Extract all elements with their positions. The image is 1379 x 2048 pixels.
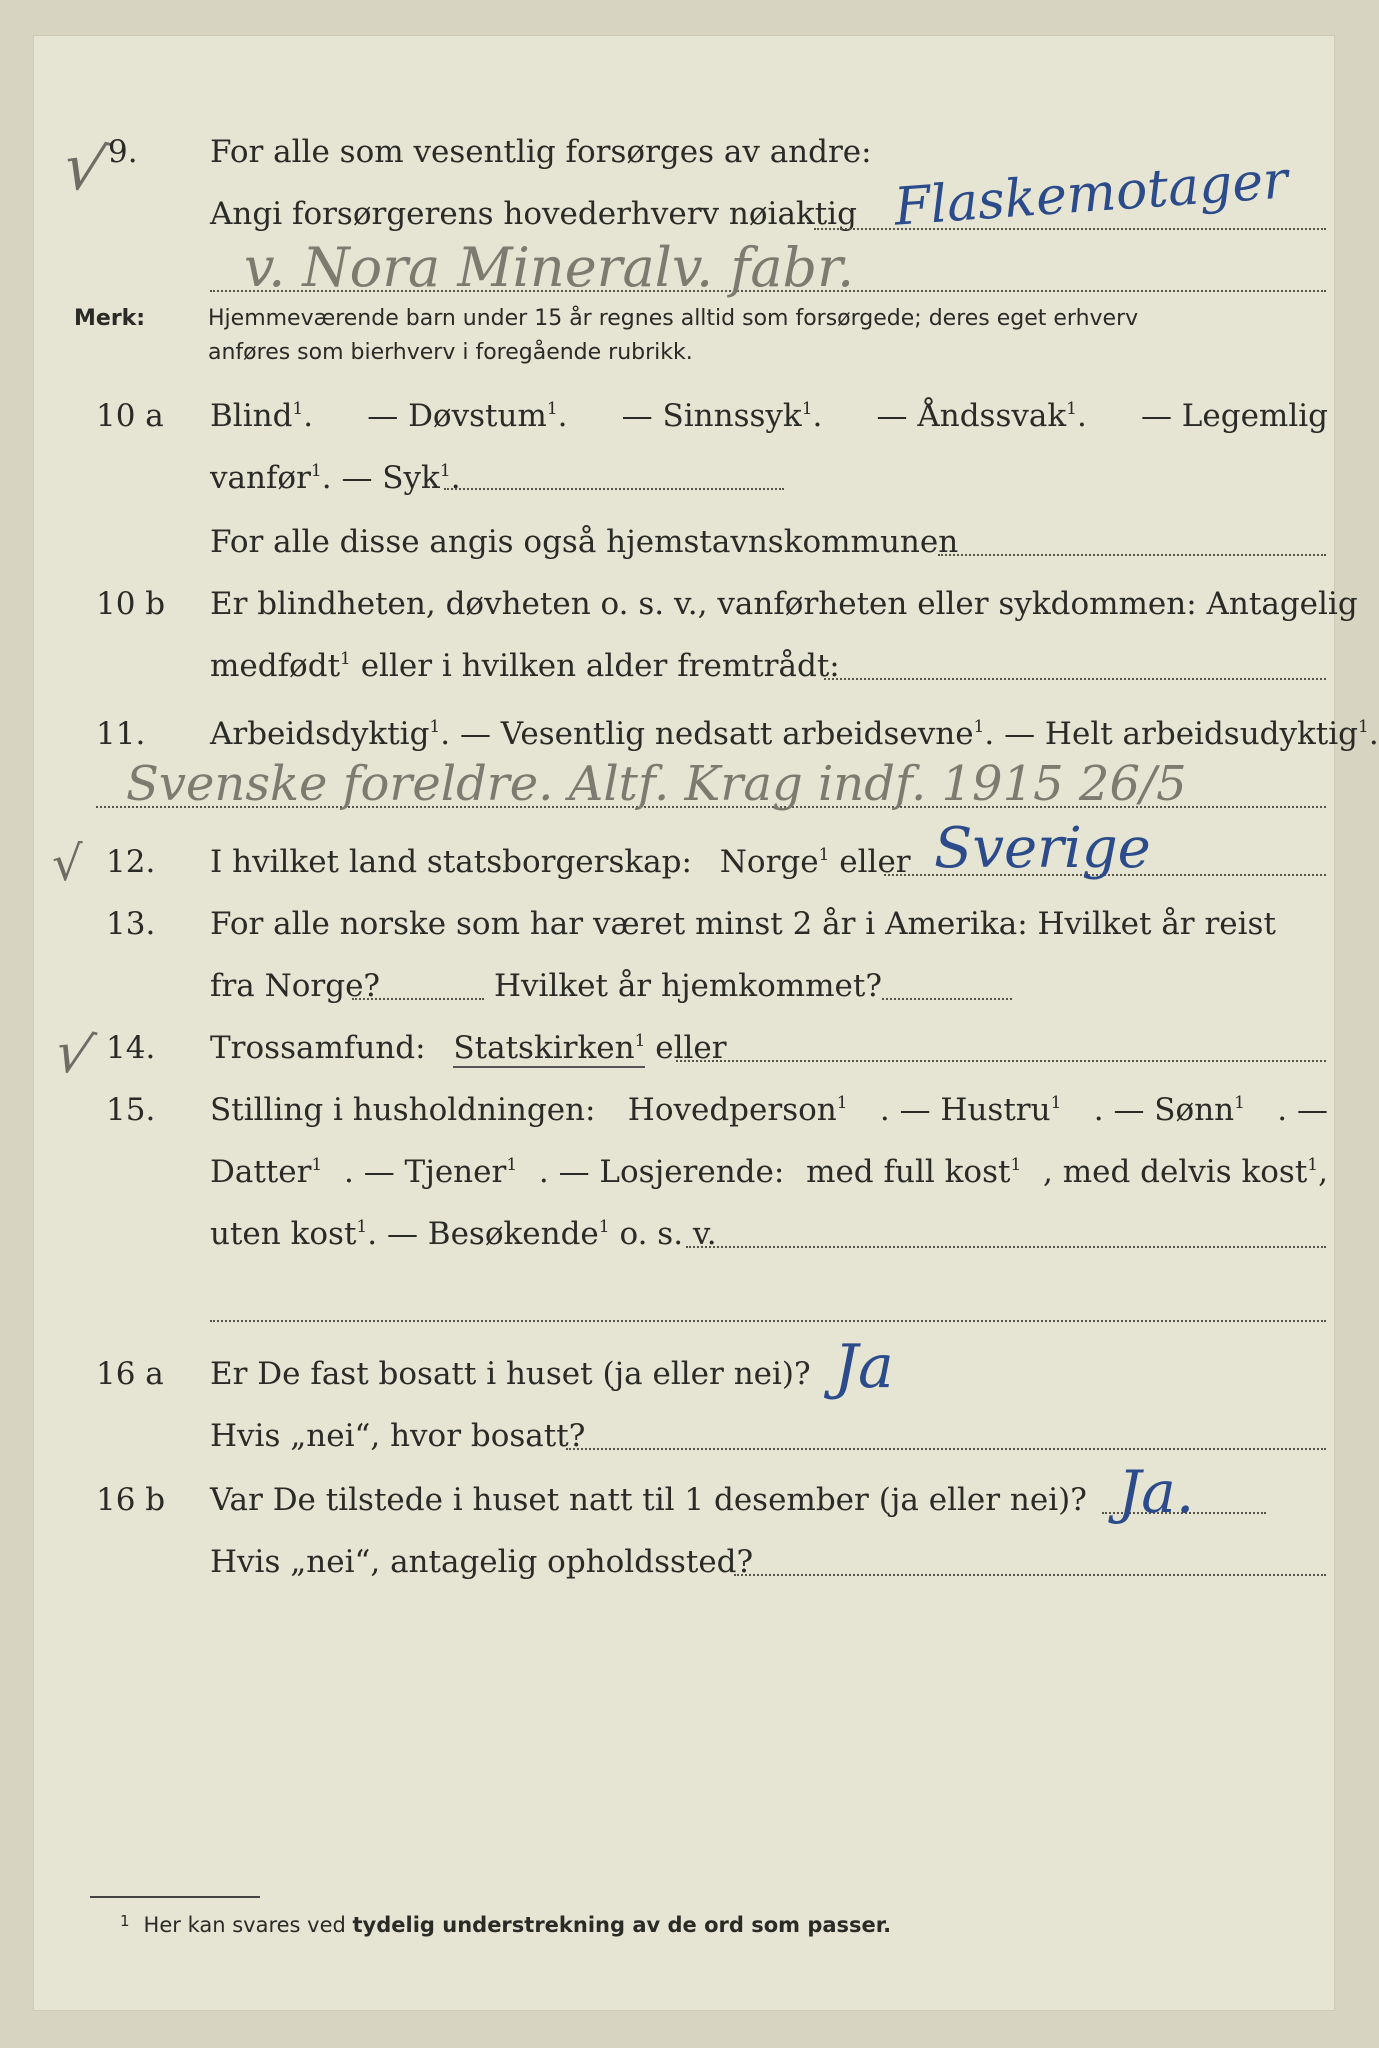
- option-arbeidsdyktig[interactable]: Arbeidsdyktig$^1$: [210, 716, 441, 752]
- q16b-question-2: Hvis „nei“, antagelig opholdssted?: [210, 1544, 754, 1580]
- option-norge[interactable]: Norge$^1$: [719, 844, 830, 880]
- q12-number: 12.: [106, 844, 156, 880]
- option-andssvak[interactable]: — Åndssvak$^1$.: [876, 398, 1087, 434]
- footnote: [120, 1912, 891, 1937]
- q13-hjemkommet-line: [882, 998, 1012, 1000]
- check-mark-q14: √: [48, 1018, 100, 1091]
- q10b-line2: medfødt$^1$ eller i hvilken alder fremtrådt:: [210, 648, 840, 684]
- q16b-question: Var De tilstede i huset natt til 1 desember (ja eller nei)?: [210, 1482, 1087, 1518]
- option-statskirken[interactable]: Statskirken$^1$: [453, 1030, 646, 1066]
- q16a-question: Er De fast bosatt i huset (ja eller nei)?: [210, 1356, 811, 1392]
- footnote-rule: [90, 1896, 260, 1898]
- q16a-question-2: Hvis „nei“, hvor bosatt?: [210, 1418, 586, 1454]
- option-sinnssyk[interactable]: — Sinnssyk$^1$.: [621, 398, 823, 434]
- check-mark-q9: √: [56, 128, 113, 210]
- census-form-page: √ 9. For alle som vesentlig forsørges av andre: Angi forsørgerens hovederhverv nøiaktig Flaskemotager v. Nora Mineralv. fabr. Merk: Hjemmeværende barn under 15 år regnes alltid som forsørgede; deres eget erhverv anføres som bierhverv i foregående rubrikk. 10 a Blind$^1$. — Døvstum$^1$. — Sinnssyk$^1$. — Åndssvak$^1$. — Legemlig vanfør$^1$. — Syk$^1$. For alle disse angis også hjemstavnskommunen 10 b Er blindheten, døvheten o. s. v., vanførheten eller sykdommen: Antagelig medfødt$^1$ eller i hvilken alder fremtrådt: 11. Arbeidsdyktig$^1$. — Vesentlig nedsatt arbeidsevne$^1$. — Helt arbeidsudyktig$^1$. Svenske foreldre. Altf. Krag indf. 1915 26/5 √ 12. I hvilket land statsborgerskap: Norge$^1$ eller Sverige 13. For alle norske som har været minst 2 år i Amerika: Hvilket år reist fra Norge? Hvilket år hjemkommet? √ 14. Trossamfund: Statskirken$^1$ eller 15. Stilling i husholdningen: Hovedperson$^1$ . — Hustru$^1$ . — Sønn$^1$ . — Datter$^1$ . — Tjener$^1$ . — Losjerende: med full kost$^1$ , med delvis kost$^1$, uten kost$^1$. — Besøkende$^1$ o. s. v. 16 a Er De fast bosatt i huset (ja eller nei)? Ja Hvis „nei“, hvor bosatt? 16 b Var De tilstede i huset natt til 1 desember (ja eller nei)? Ja. Hvis „nei“, antagelig opholdssted? $^1$ Her kan svares ved tydelig understrekning av de ord som passer.: [34, 36, 1334, 2010]
- q11-number: 11.: [96, 716, 146, 752]
- q16b-answer[interactable]: Ja.: [1118, 1458, 1195, 1526]
- option-syk[interactable]: . — Syk$^1$.: [321, 460, 461, 496]
- q16a-number: 16 a: [96, 1356, 164, 1392]
- q16b-answer-line: [734, 1574, 1326, 1576]
- option-tjener[interactable]: . — Tjener$^1$: [343, 1154, 518, 1190]
- q10a-answer-line: [444, 488, 784, 490]
- q15-number: 15.: [106, 1092, 156, 1128]
- q10a-line2: [210, 458, 461, 498]
- merk-text-2: anføres som bierhverv i foregående rubrikk.: [208, 340, 693, 365]
- option-datter[interactable]: Datter$^1$: [210, 1154, 323, 1190]
- q14-number: 14.: [106, 1030, 156, 1066]
- q10a-number: 10 a: [96, 398, 164, 434]
- q14-question: Trossamfund:: [210, 1030, 426, 1066]
- merk-label: Merk:: [74, 306, 146, 331]
- q13-hjemkommet-label: Hvilket år hjemkommet?: [494, 968, 882, 1004]
- q12-answer[interactable]: Sverige: [934, 816, 1151, 881]
- q13-question: For alle norske som har været minst 2 år i Amerika: Hvilket år reist: [210, 906, 1276, 942]
- q9-line2: [210, 194, 857, 234]
- q10a-line3: [210, 522, 958, 562]
- q10b-question: Er blindheten, døvheten o. s. v., vanførheten eller sykdommen: Antagelig: [210, 586, 1358, 622]
- q9-answer-2[interactable]: v. Nora Mineralv. fabr.: [244, 236, 855, 299]
- q16a-line2: [210, 1416, 585, 1456]
- option-medfodt[interactable]: medfødt: [210, 648, 341, 684]
- q15-question: Stilling i husholdningen:: [210, 1092, 596, 1128]
- option-arbeidsudyktig[interactable]: . — Helt arbeidsudyktig$^1$: [984, 716, 1369, 752]
- option-hustru[interactable]: . — Hustru$^1$: [879, 1092, 1062, 1128]
- q9-question: For alle som vesentlig forsørges av andre:: [210, 134, 872, 170]
- q15-line2: [210, 1152, 1328, 1192]
- q10a-hjemstavn-line: [938, 554, 1326, 556]
- option-losjerende: . — Losjerende:: [538, 1154, 785, 1190]
- q10b-answer-line: [824, 678, 1326, 680]
- q16a-answer-line: [566, 1448, 1326, 1450]
- q16b-number: 16 b: [96, 1482, 166, 1518]
- q10b-number: 10 b: [96, 586, 166, 622]
- q10b-question-cont: eller i hvilken alder fremtrådt:: [350, 648, 840, 684]
- q9-question-cont: Angi forsørgerens hovederhverv nøiaktig: [210, 196, 857, 232]
- footnote-text: Her kan svares ved: [143, 1913, 353, 1937]
- q11-answer[interactable]: Svenske foreldre. Altf. Krag indf. 1915 26/5: [126, 756, 1187, 812]
- option-hovedperson[interactable]: Hovedperson$^1$: [627, 1092, 848, 1128]
- footnote-mark: 1: [120, 1912, 130, 1930]
- q13-number: 13.: [106, 906, 156, 942]
- check-mark-q12: √: [52, 836, 83, 892]
- footnote-text-bold: tydelig understrekning av de ord som passer.: [352, 1913, 892, 1937]
- option-uten-kost[interactable]: uten kost$^1$: [210, 1216, 368, 1252]
- option-dovstum[interactable]: — Døvstum$^1$.: [367, 398, 568, 434]
- q13-line2: [210, 966, 380, 1006]
- q12-question: I hvilket land statsborgerskap:: [210, 844, 692, 880]
- q9-answer[interactable]: Flaskemotager: [892, 150, 1290, 238]
- q16b-line2: [210, 1542, 753, 1582]
- option-sonn[interactable]: . — Sønn$^1$: [1093, 1092, 1245, 1128]
- q14-answer-line: [676, 1060, 1326, 1062]
- option-besokende[interactable]: . — Besøkende$^1$: [367, 1216, 610, 1252]
- q13-reist-line: [352, 998, 484, 1000]
- q9-answer-line: [814, 228, 1326, 230]
- q15-answer-line: [686, 1246, 1326, 1248]
- merk-text-1: Hjemmeværende barn under 15 år regnes alltid som forsørgede; deres eget erhverv: [208, 306, 1139, 331]
- q13-reist: fra Norge?: [210, 968, 381, 1004]
- q10a-hjemstavn: For alle disse angis også hjemstavnskommunen: [210, 524, 959, 560]
- q15-answer-line-2: [210, 1320, 1326, 1322]
- option-delvis-kost[interactable]: , med delvis kost$^1$,: [1043, 1154, 1328, 1190]
- option-nedsatt[interactable]: . — Vesentlig nedsatt arbeidsevne$^1$: [440, 716, 985, 752]
- option-legemlig[interactable]: — Legemlig: [1140, 398, 1328, 434]
- q16a-answer[interactable]: Ja: [834, 1332, 894, 1402]
- option-full-kost[interactable]: med full kost$^1$: [806, 1154, 1022, 1190]
- q9-number: 9.: [108, 134, 138, 170]
- option-blind[interactable]: Blind$^1$.: [210, 398, 314, 434]
- option-vanfor[interactable]: vanfør$^1$: [210, 460, 322, 496]
- q15-line3: uten kost$^1$. — Besøkende$^1$ o. s. v.: [210, 1216, 717, 1252]
